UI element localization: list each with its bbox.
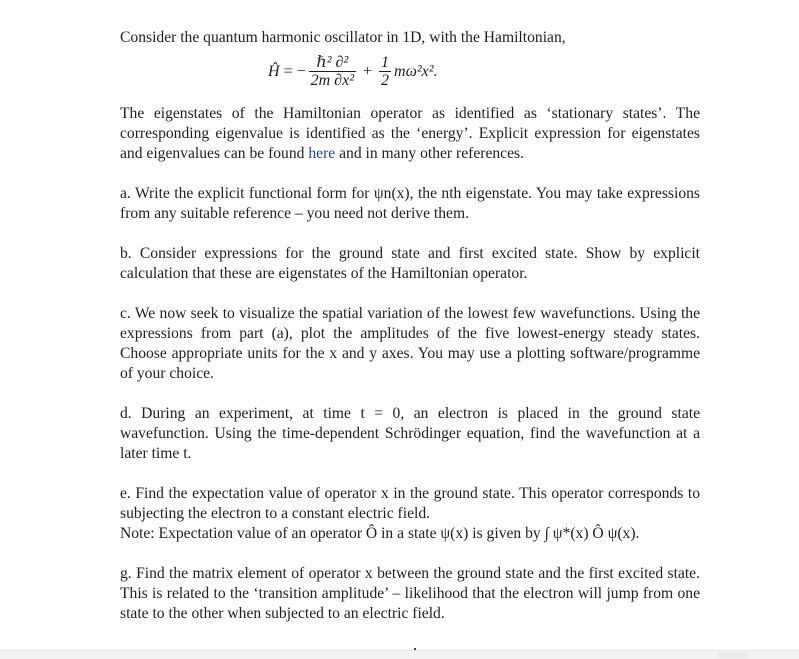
kinetic-fraction — [309, 54, 356, 89]
part-g: g. Find the matrix element of operator x between the ground state and the first excited state. This is related to the ‘transition amplitude’ – likelihood that the electron will jump from one state to the other when subjected to an electric field. — [120, 565, 700, 622]
eigenstates-paragraph — [120, 104, 700, 164]
here-link[interactable]: here — [308, 145, 336, 162]
part-c: c. We now seek to visualize the spatial variation of the lowest few wavefunctions. Using the expressions from part (a), plot the amplitudes of the five lowest-energy steady states. Choose appropriate units for the x and y axes. You may use a plotting software/programme of your choice. — [120, 305, 700, 382]
part-b: b. Consider expressions for the ground state and first excited state. Show by explicit calculation that these are eigenstates of the Hamiltonian operator. — [120, 245, 700, 282]
part-e-question: e. Find the expectation value of operator x in the ground state. This operator corresponds to subjecting the electron to a constant electric field. — [120, 485, 700, 522]
half-denominator: 2 — [381, 72, 390, 89]
hamiltonian-equation — [120, 48, 700, 104]
kinetic-denominator: 2m ∂x² — [310, 72, 354, 89]
potential-term: mω²x². — [394, 62, 438, 80]
intro-text: Consider the quantum harmonic oscillator in 1D, with the Hamiltonian, — [120, 29, 566, 46]
plus-sign: + — [362, 62, 373, 80]
eigen-text-before: The eigenstates of the Hamiltonian operator as identified as ‘stationary states’. The corresponding eigenvalue is identified as the ‘energy’. Explicit expression for eigenstates and eigenvalues can be found — [120, 105, 700, 162]
part-d: d. During an experiment, at time t = 0, an electron is placed in the ground state wavefunction. Using the time-dependent Schrödinger equation, find the wavefunction at a later time t. — [120, 405, 700, 462]
part-e — [120, 484, 700, 544]
minus-sign: − — [296, 62, 306, 80]
eigen-text-after: and in many other references. — [335, 145, 524, 162]
half-numerator: 1 — [381, 54, 390, 71]
part-a: a. Write the explicit functional form for ψn(x), the nth eigenstate. You may take expressions from any suitable reference – you need not derive them. — [120, 185, 700, 222]
document-body — [120, 28, 700, 624]
part-e-note: Note: Expectation value of an operator Ô in a state ψ(x) is given by ∫ ψ*(x) Ô ψ(x). — [120, 525, 640, 542]
equals-sign: = — [283, 62, 293, 80]
hamiltonian-symbol: Ĥ — [268, 62, 280, 80]
scroll-handle[interactable] — [718, 652, 748, 658]
kinetic-numerator: ℏ² ∂² — [316, 54, 349, 71]
half-fraction — [379, 54, 391, 89]
